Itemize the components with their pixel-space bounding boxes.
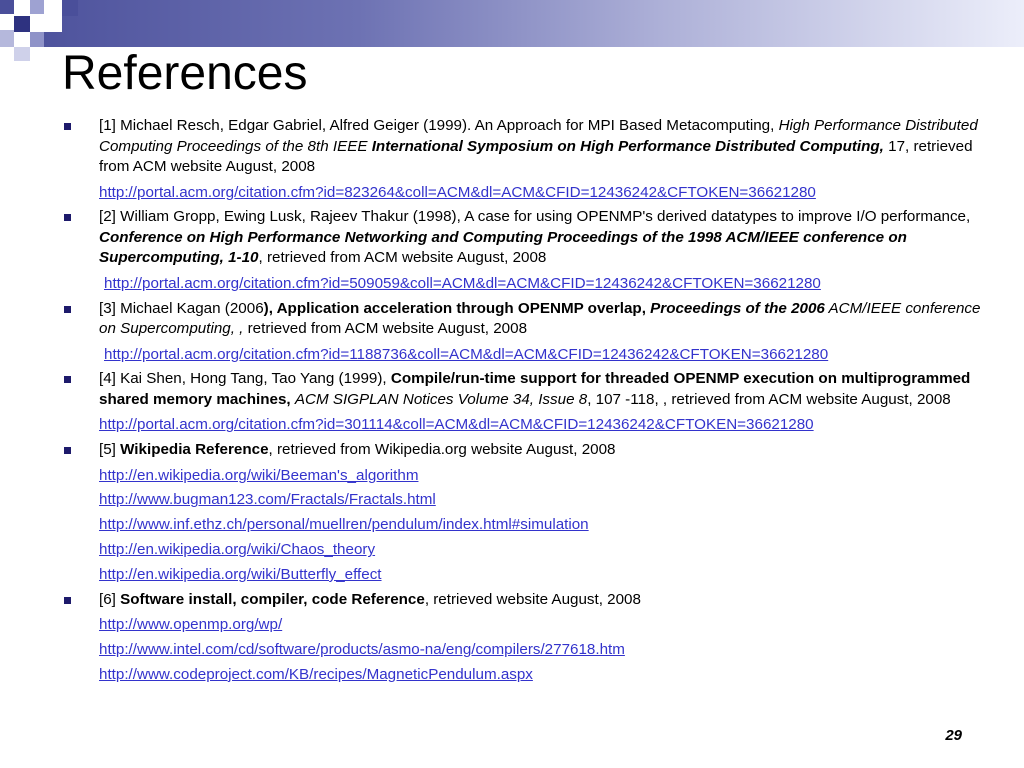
reference-link-row — [62, 183, 987, 204]
reference-link-row — [62, 466, 987, 487]
reference-link-row — [62, 565, 987, 586]
reference-title: Software install, compiler, code Reference — [120, 590, 425, 608]
reference-link[interactable]: http://portal.acm.org/citation.cfm?id=301114&coll=ACM&dl=ACM&CFID=12436242&CFTOKEN=36621280 — [99, 416, 814, 434]
reference-link[interactable]: http://www.codeproject.com/KB/recipes/MagneticPendulum.aspx — [99, 665, 533, 683]
reference-2 — [62, 207, 987, 269]
reference-link[interactable]: http://www.inf.ethz.ch/personal/muellren/pendulum/index.html#simulation — [99, 516, 589, 534]
corner-square — [14, 0, 30, 16]
reference-link-row — [62, 615, 987, 636]
reference-venue-bold: International Symposium on High Performance Distributed Computing, — [371, 137, 884, 155]
reference-venue: ACM/IEEE conference on Supercomputing, , — [99, 299, 981, 338]
reference-text: , retrieved website August, 2008 — [424, 590, 641, 608]
reference-link-row — [62, 515, 987, 536]
corner-square — [0, 30, 14, 47]
reference-title: ), Application acceleration through OPENMP overlap, — [263, 299, 651, 317]
reference-link-row — [62, 415, 987, 436]
reference-link-row — [62, 540, 987, 561]
reference-text: 17, retrieved from ACM website August, 2008 — [99, 137, 973, 175]
reference-venue-bold: Conference on High Performance Networking and Computing Proceedings of the 1998 ACM/IEEE conference on Supercomputing, 1-10 — [99, 228, 907, 267]
corner-square — [30, 14, 44, 32]
reference-link[interactable]: http://en.wikipedia.org/wiki/Beeman's_algorithm — [99, 466, 419, 484]
corner-square — [14, 32, 30, 47]
reference-link[interactable]: http://www.intel.com/cd/software/products/asmo-na/eng/compilers/277618.htm — [99, 640, 625, 658]
reference-link[interactable]: http://en.wikipedia.org/wiki/Butterfly_effect — [99, 565, 382, 583]
page-title: References — [62, 47, 308, 100]
reference-4 — [62, 369, 987, 410]
reference-text: [2] William Gropp, Ewing Lusk, Rajeev Thakur (1998), A case for using OPENMP's derived datatypes to improve I/O performance, — [99, 208, 971, 226]
references-list — [62, 116, 987, 690]
reference-text: [3] Michael Kagan (2006 — [99, 299, 264, 317]
page-number: 29 — [945, 727, 962, 744]
corner-square — [14, 47, 30, 61]
reference-text: , retrieved from Wikipedia.org website August, 2008 — [268, 441, 616, 459]
corner-square — [14, 16, 30, 32]
reference-link[interactable]: http://portal.acm.org/citation.cfm?id=509059&coll=ACM&dl=ACM&CFID=12436242&CFTOKEN=36621280 — [104, 274, 821, 292]
reference-link[interactable]: http://en.wikipedia.org/wiki/Chaos_theory — [99, 541, 376, 559]
reference-text: [6] — [99, 590, 121, 608]
corner-square — [44, 18, 62, 32]
reference-link[interactable]: http://www.openmp.org/wp/ — [99, 616, 283, 634]
reference-link-row — [62, 665, 987, 686]
header-gradient-bar — [0, 0, 1024, 47]
reference-text: , retrieved from ACM website August, 2008 — [258, 249, 547, 267]
corner-square — [44, 0, 62, 18]
reference-text: [1] Michael Resch, Edgar Gabriel, Alfred Geiger (1999). An Approach for MPI Based Metacomputing, — [99, 117, 779, 134]
reference-6 — [62, 590, 987, 611]
reference-link[interactable]: http://portal.acm.org/citation.cfm?id=1188736&coll=ACM&dl=ACM&CFID=12436242&CFTOKEN=36621280 — [104, 345, 829, 363]
reference-5 — [62, 440, 987, 461]
reference-link[interactable]: http://portal.acm.org/citation.cfm?id=823264&coll=ACM&dl=ACM&CFID=12436242&CFTOKEN=36621280 — [99, 183, 816, 201]
reference-link-row — [62, 274, 987, 295]
reference-text: , 107 -118, , retrieved from ACM website August, 2008 — [587, 390, 951, 408]
reference-1 — [62, 116, 987, 178]
reference-link-row — [62, 640, 987, 661]
reference-text: [5] — [99, 441, 121, 459]
corner-square — [30, 0, 44, 14]
corner-square — [0, 0, 14, 14]
reference-title: Compile/run-time support for threaded OPENMP execution on multiprogrammed shared memory machines, — [99, 370, 971, 408]
reference-link-row — [62, 345, 987, 366]
reference-text: [4] Kai Shen, Hong Tang, Tao Yang (1999), — [99, 370, 391, 388]
reference-venue-bold: Proceedings of the 2006 — [650, 299, 825, 317]
reference-link[interactable]: http://www.bugman123.com/Fractals/Fractals.html — [99, 491, 436, 509]
corner-square — [62, 0, 78, 16]
reference-venue: High Performance Distributed Computing Proceedings of the 8th IEEE — [99, 117, 978, 155]
reference-3 — [62, 299, 987, 340]
reference-title: Wikipedia Reference — [120, 441, 269, 459]
corner-square — [0, 47, 14, 61]
reference-link-row — [62, 490, 987, 511]
reference-venue: ACM SIGPLAN Notices Volume 34, Issue 8 — [294, 390, 588, 408]
reference-text: retrieved from ACM website August, 2008 — [247, 320, 528, 338]
corner-square — [0, 14, 14, 30]
corner-square — [30, 32, 44, 47]
